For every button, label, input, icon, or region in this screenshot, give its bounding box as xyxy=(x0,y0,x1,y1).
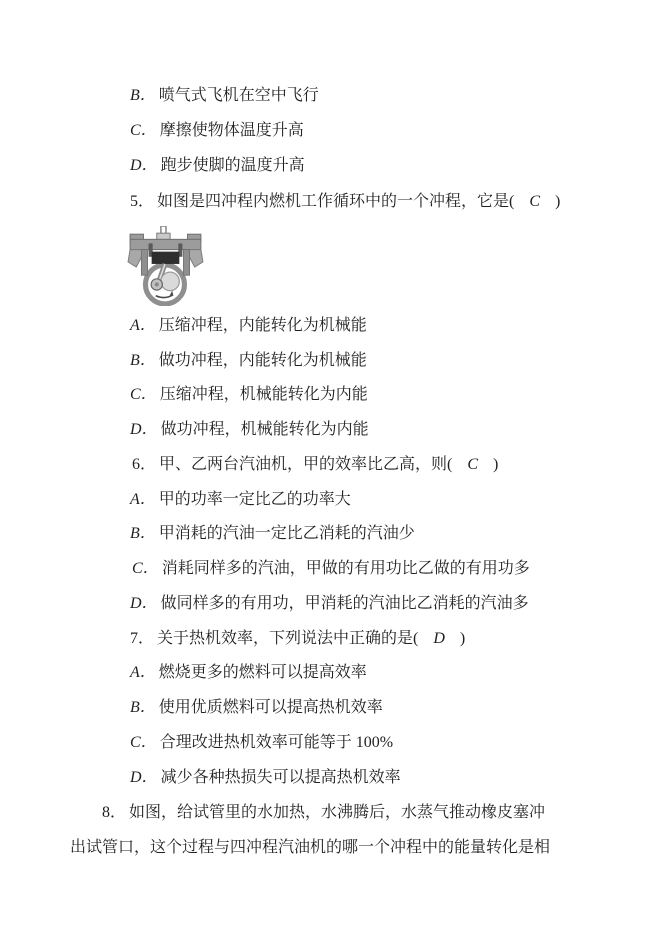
option-text: 甲消耗的汽油一定比乙消耗的汽油少 xyxy=(158,525,415,542)
option-text: 做功冲程，内能转化为机械能 xyxy=(158,352,367,369)
option-6c xyxy=(132,559,530,579)
question-text: 关于热机效率，下列说法中正确的是( xyxy=(157,630,419,647)
question-8-line1 xyxy=(102,803,545,823)
option-text: 合理改进热机效率可能等于 100% xyxy=(159,734,394,751)
option-letter: B． xyxy=(130,525,156,542)
question-text-close: ) xyxy=(493,456,499,473)
option-text: 压缩冲程，机械能转化为内能 xyxy=(159,386,368,403)
option-text: 消耗同样多的汽油，甲做的有用功比乙做的有用功多 xyxy=(161,560,530,577)
option-text: 甲的功率一定比乙的功率大 xyxy=(158,491,351,508)
option-7a xyxy=(130,663,367,683)
question-number: 8． xyxy=(102,804,127,821)
option-5c xyxy=(130,385,368,405)
answer-letter-q5: C xyxy=(529,193,541,210)
option-4d xyxy=(130,156,305,176)
question-7 xyxy=(130,629,465,649)
option-letter: A． xyxy=(130,664,156,681)
option-text: 做同样多的有用功，甲消耗的汽油比乙消耗的汽油多 xyxy=(160,595,529,612)
question-number: 6． xyxy=(132,456,157,473)
option-7d xyxy=(130,768,401,788)
option-4c xyxy=(130,121,304,141)
option-letter: D． xyxy=(130,157,158,174)
option-letter: B． xyxy=(130,699,156,716)
option-text: 使用优质燃料可以提高热机效率 xyxy=(158,699,383,716)
question-5 xyxy=(130,192,560,212)
question-text-close: ) xyxy=(459,630,466,647)
option-5b xyxy=(130,351,367,371)
question-text: 如图是四冲程内燃机工作循环中的一个冲程，它是( xyxy=(157,193,515,210)
option-text: 摩擦使物体温度升高 xyxy=(159,122,304,139)
option-6a xyxy=(130,490,351,510)
option-letter: C． xyxy=(130,386,157,403)
option-letter: A． xyxy=(130,491,156,508)
question-number: 5． xyxy=(130,193,155,210)
four-stroke-engine-diagram xyxy=(127,226,205,311)
option-5a xyxy=(130,316,367,336)
question-8-line2 xyxy=(70,838,550,858)
option-text: 做功冲程，机械能转化为内能 xyxy=(160,421,369,438)
answer-letter-q6: C xyxy=(467,456,479,473)
question-text: 甲、乙两台汽油机，甲的效率比乙高，则( xyxy=(159,456,453,473)
option-letter: D． xyxy=(130,595,158,612)
option-7c xyxy=(130,733,393,753)
option-letter: D． xyxy=(130,421,158,438)
question-number: 7． xyxy=(130,630,155,647)
option-7b xyxy=(130,698,383,718)
option-text: 喷气式飞机在空中飞行 xyxy=(158,87,319,104)
option-text: 压缩冲程，内能转化为机械能 xyxy=(158,317,367,334)
option-letter: C． xyxy=(132,560,159,577)
question-text-close: ) xyxy=(555,193,561,210)
question-text: 出试管口，这个过程与四冲程汽油机的哪一个冲程中的能量转化是相 xyxy=(70,839,551,856)
option-letter: B． xyxy=(130,87,156,104)
option-text: 减少各种热损失可以提高热机效率 xyxy=(160,769,401,786)
option-letter: A． xyxy=(130,317,156,334)
option-text: 跑步使脚的温度升高 xyxy=(160,157,305,174)
answer-letter-q7: D xyxy=(433,630,445,647)
option-text: 燃烧更多的燃料可以提高效率 xyxy=(158,664,367,681)
option-letter: B． xyxy=(130,352,156,369)
option-5d xyxy=(130,420,369,440)
option-4b xyxy=(130,86,319,106)
option-letter: C． xyxy=(130,734,157,751)
question-6 xyxy=(132,455,498,475)
option-6b xyxy=(130,524,415,544)
option-6d xyxy=(130,594,529,614)
option-letter: D． xyxy=(130,769,158,786)
engine-figure-svg xyxy=(127,226,205,306)
option-letter: C． xyxy=(130,122,157,139)
question-text: 如图，给试管里的水加热，水沸腾后，水蒸气推动橡皮塞冲 xyxy=(129,804,546,821)
